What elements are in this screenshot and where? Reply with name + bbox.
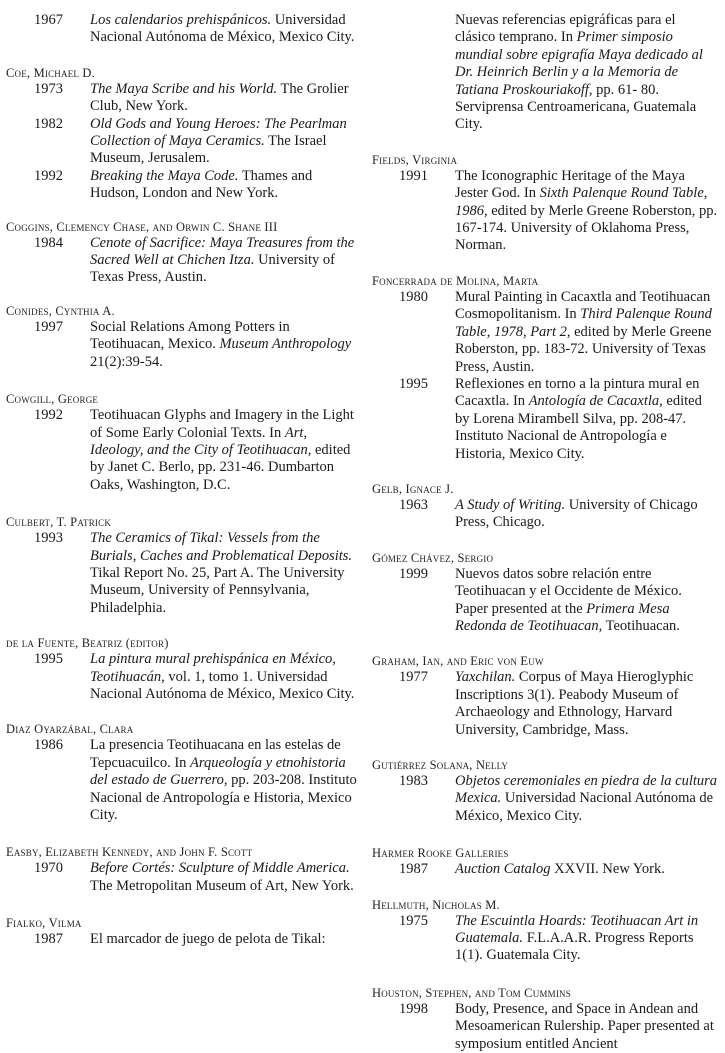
citation-text: Social Relations Among Potters in Teotihuacan, Mexico. <box>90 318 290 353</box>
citation-text: edited by Merle Greene Roberston, pp. 183-72. University of Texas Press, Austin. <box>455 323 712 375</box>
entry-year: 1987 <box>399 861 428 878</box>
entry-year: 1963 <box>399 496 428 513</box>
author-name: Diaz Oyarzábal, Clara <box>6 722 134 737</box>
citation-text: Universidad Nacional Autónoma de México, Mexico City. <box>455 790 714 824</box>
entry-citation <box>63 168 358 203</box>
citation-title: Sixth Palenque Round Table, 1986, <box>455 185 708 219</box>
bibliography-entry <box>372 1001 718 1053</box>
entry-year: 1983 <box>399 773 428 789</box>
citation-title: Art, Ideology, and the City of Teotihuacan, <box>90 424 312 458</box>
author-name: Coe, Michael D. <box>6 65 95 80</box>
citation-title: Auction Catalog <box>455 861 551 878</box>
entry-year: 1984 <box>34 234 63 251</box>
citation-title: The Maya Scribe and his World. <box>90 80 278 97</box>
bibliography-entry <box>372 913 718 965</box>
citation-title: Arqueología y etnohistoria del estado de Guerrero, <box>90 754 346 789</box>
bibliography-entry <box>6 651 358 703</box>
entry-citation <box>63 931 358 948</box>
entry-citation <box>63 530 358 617</box>
author-name: de la Fuente, Beatriz (editor) <box>6 636 169 651</box>
bibliography-entry <box>6 737 358 824</box>
entry-year: 1991 <box>399 167 428 184</box>
entry-citation <box>428 861 718 878</box>
author-name: Houston, Stephen, and Tom Cummins <box>372 985 571 1000</box>
entry-citation <box>63 860 358 895</box>
citation-text: pp. 203-208. Instituto Nacional de Antropología e Historia, Mexico City. <box>90 772 357 823</box>
citation-text: F.L.A.A.R. Progress Reports 1(1). Guatemala City. <box>455 930 694 964</box>
citation-text: Tikal Report No. 25, Part A. The University Museum, University of Pennsylvania, Philadelphia. <box>90 564 345 616</box>
citation-text: Thames and Hudson, London and New York. <box>90 167 313 202</box>
citation-text: XXVII. New York. <box>550 861 665 878</box>
bibliography-author-block <box>6 915 358 948</box>
citation-text: University of Chicago Press, Chicago. <box>455 496 698 531</box>
author-name: Fields, Virginia <box>372 152 458 167</box>
entry-citation <box>63 12 358 47</box>
citation-title: Los calendarios prehispánicos. <box>90 12 272 28</box>
bibliography-entry <box>372 669 718 739</box>
author-name: Gutiérrez Solana, Nelly <box>372 758 509 772</box>
citation-text: Universidad Nacional Autónoma de México, Mexico City. <box>90 12 355 46</box>
bibliography-author-block <box>372 653 718 739</box>
entry-citation <box>63 737 358 824</box>
citation-text: La presencia Teotihuacana en las estelas de Tepcuacuilco. In <box>90 737 341 771</box>
citation-title: Yaxchilan. <box>455 669 516 686</box>
bibliography-entry <box>6 407 358 494</box>
entry-citation <box>63 407 358 494</box>
citation-text: Teotihuacan. <box>602 617 680 634</box>
citation-title: Museum Anthropology <box>219 336 352 353</box>
entry-year: 1970 <box>34 860 63 877</box>
author-name: Culbert, T. Patrick <box>6 515 112 530</box>
entry-year: 1997 <box>34 318 63 335</box>
citation-text: vol. 1, tomo 1. Universidad Nacional Autónoma de México, Mexico City. <box>90 668 355 702</box>
citation-title: A Study of Writing. <box>455 496 566 513</box>
bibliography-author-block <box>6 65 358 203</box>
bibliography-entry <box>6 235 358 287</box>
entry-year: 1992 <box>34 167 63 184</box>
entry-citation <box>428 1001 718 1053</box>
entry-year: 1999 <box>399 565 428 582</box>
entry-citation <box>63 116 358 168</box>
author-name: Foncerrada de Molina, Marta <box>372 273 539 288</box>
citation-text: University of Texas Press, Austin. <box>90 252 335 286</box>
entry-citation <box>63 651 358 703</box>
author-name: Harmer Rooke Galleries <box>372 846 509 861</box>
bibliography-entry <box>6 116 358 168</box>
entry-year: 1967 <box>34 12 63 28</box>
entry-citation <box>428 566 718 636</box>
citation-text: edited by Janet C. Berlo, pp. 231-46. Dumbarton Oaks, Washington, D.C. <box>90 441 351 493</box>
citation-title: Old Gods and Young Heroes: The Pearlman Collection of Maya Ceramics. <box>90 115 347 150</box>
citation-title: Objetos ceremoniales en piedra de la cultura Mexica. <box>455 773 718 807</box>
entry-citation <box>428 497 718 532</box>
entry-year <box>372 12 428 134</box>
author-name: Graham, Ian, and Eric von Euw <box>372 654 544 669</box>
citation-title: Antología de Cacaxtla, <box>528 393 663 410</box>
citation-text: Teotihuacan Glyphs and Imagery in the Light of Some Early Colonial Texts. In <box>90 407 354 441</box>
citation-text: The Grolier Club, New York. <box>90 80 349 115</box>
bibliography-author-block <box>6 514 358 617</box>
entry-year: 1986 <box>34 737 63 754</box>
bibliography-entry <box>6 931 358 948</box>
bibliography-author-block <box>372 12 718 134</box>
entry-citation <box>428 669 718 739</box>
entry-year: 1987 <box>34 931 63 948</box>
author-name: Conides, Cynthia A. <box>6 303 115 318</box>
author-name: Coggins, Clemency Chase, and Orwin C. Shane III <box>6 219 278 234</box>
bibliography-author-block <box>6 219 358 287</box>
citation-title: La pintura mural prehispánica en México, Teotihuacán, <box>90 651 336 685</box>
citation-title: Primera Mesa Redonda de Teotihuacan, <box>455 600 670 634</box>
citation-title: Before Cortés: Sculpture of Middle America. <box>90 860 350 877</box>
citation-text: El marcador de juego de pelota de Tikal: <box>90 931 326 948</box>
entry-year: 1980 <box>399 288 428 305</box>
bibliography-entry <box>6 168 358 203</box>
citation-text: Body, Presence, and Space in Andean and Mesoamerican Rulership. Paper presented at symposium entitled Ancient <box>455 1000 714 1052</box>
citation-text: Nuevas referencias epigráficas para el clásico temprano. In <box>455 12 676 46</box>
citation-text: Reflexiones en torno a la pintura mural en Cacaxtla. In <box>455 375 700 410</box>
citation-text: edited by Lorena Mirambell Silva, pp. 208-47. Instituto Nacional de Antropología e Historia, Mexico City. <box>455 393 702 462</box>
citation-text: edited by Merle Greene Roberston, pp. 167-174. University of Oklahoma Press, Norman. <box>455 202 718 254</box>
citation-title: The Escuintla Hoards: Teotihuacan Art in Guatemala. <box>455 912 699 947</box>
entry-year: 1993 <box>34 530 63 547</box>
citation-text: The Israel Museum, Jerusalem. <box>90 133 327 167</box>
bibliography-entry <box>6 81 358 116</box>
citation-title: Third Palenque Round Table, 1978, Part 2, <box>455 306 712 340</box>
bibliography-entry <box>372 376 718 463</box>
bibliography-author-block <box>6 721 358 824</box>
author-name: Easby, Elizabeth Kennedy, and John F. Scott <box>6 845 253 860</box>
entry-citation <box>428 773 718 825</box>
citation-text: The Metropolitan Museum of Art, New York. <box>90 877 354 894</box>
bibliography-author-block <box>372 481 718 532</box>
author-name: Gelb, Ignace J. <box>372 481 454 496</box>
citation-text: Mural Painting in Cacaxtla and Teotihuacan Cosmopolitanism. In <box>455 288 711 323</box>
bibliography-author-block <box>372 897 718 965</box>
bibliography-author-block <box>6 303 358 371</box>
bibliography-column-left <box>6 0 358 949</box>
entry-citation <box>428 12 718 134</box>
entry-citation <box>428 913 718 965</box>
bibliography-entry <box>372 861 718 878</box>
citation-title: Cenote of Sacrifice: Maya Treasures from the Sacred Well at Chichen Itza. <box>90 234 355 269</box>
entry-year: 1995 <box>34 651 63 668</box>
bibliography-author-block <box>372 273 718 463</box>
bibliography-author-block <box>6 844 358 895</box>
citation-text: The Iconographic Heritage of the Maya Jester God. In <box>455 167 685 202</box>
author-name: Cowgill, George <box>6 392 99 407</box>
entry-citation <box>63 319 358 371</box>
entry-citation <box>428 289 718 376</box>
bibliography-entry <box>6 12 358 47</box>
bibliography-author-block <box>6 635 358 703</box>
bibliography-entry <box>372 289 718 376</box>
entry-year: 1977 <box>399 669 428 686</box>
entry-year: 1982 <box>34 115 63 132</box>
bibliography-entry <box>372 168 718 255</box>
bibliography-entry <box>6 319 358 371</box>
bibliography-author-block <box>6 391 358 494</box>
entry-year: 1995 <box>399 375 428 392</box>
citation-title: The Ceramics of Tikal: Vessels from the Burials, Caches and Problematical Deposits. <box>90 530 353 564</box>
bibliography-entry <box>372 497 718 532</box>
citation-text: 21(2):39-54. <box>90 353 163 370</box>
bibliography-entry <box>6 530 358 617</box>
entry-year: 1975 <box>399 912 428 929</box>
bibliography-entry <box>372 773 718 825</box>
bibliography-author-block <box>372 845 718 878</box>
entry-year: 1973 <box>34 80 63 97</box>
citation-title: Primer simposio mundial sobre epigrafía Maya dedicado al Dr. Heinrich Berlin y a la Memoria de Tatiana Proskouriakoff, <box>455 29 703 98</box>
citation-title: Breaking the Maya Code. <box>90 167 239 184</box>
bibliography-column-right <box>372 0 718 1053</box>
entry-year: 1992 <box>34 407 63 424</box>
entry-year: 1998 <box>399 1000 428 1017</box>
bibliography-author-block <box>372 985 718 1053</box>
bibliography-entry <box>372 12 718 134</box>
bibliography-author-block <box>372 152 718 255</box>
entry-citation <box>63 235 358 287</box>
author-name: Hellmuth, Nicholas M. <box>372 897 500 912</box>
citation-text: Nuevos datos sobre relación entre Teotihuacan y el Occidente de México. Paper presented at the <box>455 565 682 617</box>
entry-citation <box>428 168 718 255</box>
bibliography-author-block <box>372 550 718 636</box>
author-name: Gómez Chávez, Sergio <box>372 550 494 565</box>
bibliography-author-block <box>6 12 358 47</box>
citation-text: pp. 61- 80. Serviprensa Centroamericana, Guatemala City. <box>455 81 697 133</box>
bibliography-entry <box>6 860 358 895</box>
citation-text: Corpus of Maya Hieroglyphic Inscriptions 3(1). Peabody Museum of Archaeology and Ethnology, Harvard University, Cambridge, Mass. <box>455 669 694 738</box>
entry-citation <box>428 376 718 463</box>
entry-citation <box>63 81 358 116</box>
bibliography-author-block <box>372 757 718 825</box>
bibliography-entry <box>372 566 718 636</box>
author-name: Fialko, Vilma <box>6 916 82 931</box>
